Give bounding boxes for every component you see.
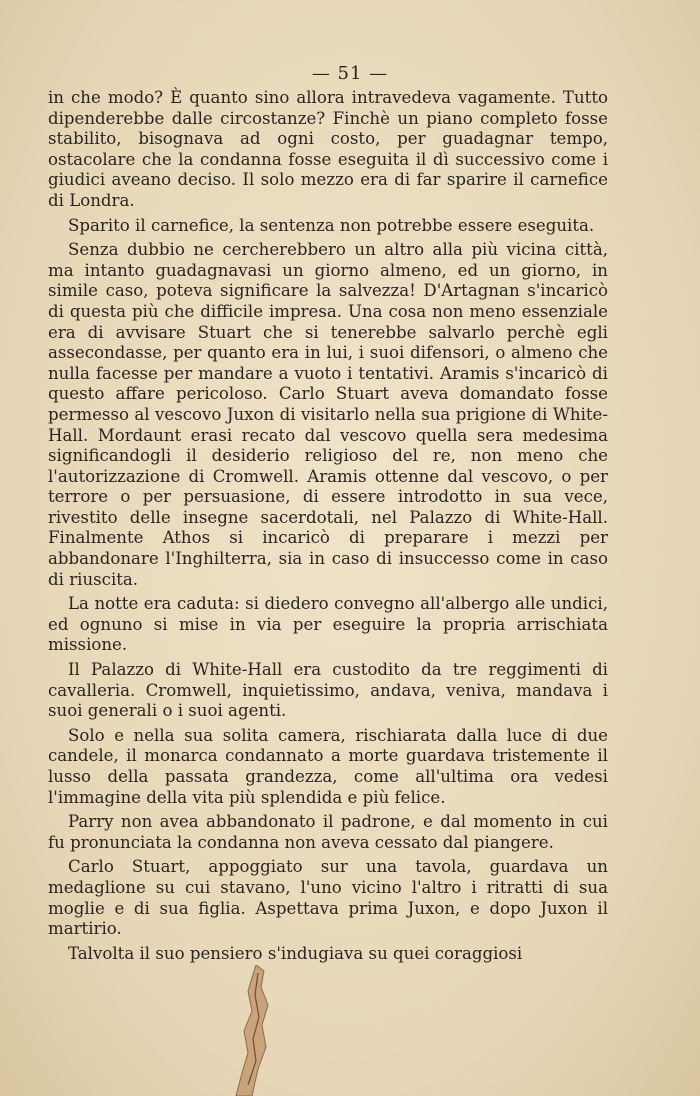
paragraph: Il Palazzo di White-Hall era custodito da tre reggimenti di cavalleria. Cromwell, inquietissimo, andava, veniva, mandava i suoi generali o i suoi agenti.: [48, 660, 608, 721]
paragraph: in che modo? È quanto sino allora intravedeva vagamente. Tutto dipenderebbe dalle circostanze? Finchè un piano completo fosse stabilito, bisognava ad ogni costo, per guadagnar tempo, ostacolare che la condanna fosse eseguita il dì successivo come i giudici aveano deciso. Il solo mezzo era di far sparire il carnefice di Londra.: [48, 88, 608, 210]
paragraph: Senza dubbio ne cercherebbero un altro alla più vicina città, ma intanto guadagnavasi un giorno almeno, ed un giorno, in simile caso, poteva significare la salvezza! D'Artagnan s'incaricò di questa più che difficile impresa. Una cosa non meno essenziale era di avvisare Stuart che si tenerebbe salvarlo perchè egli assecondasse, per quanto era in lui, i suoi difensori, o almeno che nulla facesse per mandare a vuoto i tentativi. Aramis s'incaricò di questo affare pericoloso. Carlo Stuart aveva domandato fosse permesso al vescovo Juxon di visitarlo nella sua prigione di White-Hall. Mordaunt erasi recato dal vescovo quella sera medesima significandogli il desiderio religioso del re, non meno che l'autorizzazione di Cromwell. Aramis ottenne dal vescovo, o per terrore o per persuasione, di essere introdotto in sua vece, rivestito delle insegne sacerdotali, nel Palazzo di White-Hall. Finalmente Athos si incaricò di preparare i mezzi per abbandonare l'Inghilterra, sia in caso di insuccesso come in caso di riuscita.: [48, 240, 608, 589]
paragraph: La notte era caduta: si diedero convegno all'albergo alle undici, ed ognuno si mise in via per eseguire la propria arrischiata missione.: [48, 594, 608, 655]
paper-tear: [228, 965, 288, 1096]
paragraph: Talvolta il suo pensiero s'indugiava su quei coraggiosi: [68, 943, 523, 963]
paragraph: Solo e nella sua solita camera, rischiarata dalla luce di due candele, il monarca condannato a morte guardava tristemente il lusso della passata grandezza, come all'ultima ora vedesi l'immagine della vita più splendida e più felice.: [48, 725, 608, 807]
page-number: — 51 —: [311, 63, 389, 84]
paragraph: Sparito il carnefice, la sentenza non potrebbe essere eseguita.: [68, 215, 595, 235]
body-text: [48, 88, 608, 964]
paragraph: Parry non avea abbandonato il padrone, e dal momento in cui fu pronunciata la condanna non aveva cessato dal piangere.: [48, 812, 608, 852]
paragraph: Carlo Stuart, appoggiato sur una tavola, guardava un medaglione su cui stavano, l'uno vicino l'altro i ritratti di sua moglie e di sua figlia. Aspettava prima Juxon, e dopo Juxon il martirio.: [48, 857, 608, 939]
